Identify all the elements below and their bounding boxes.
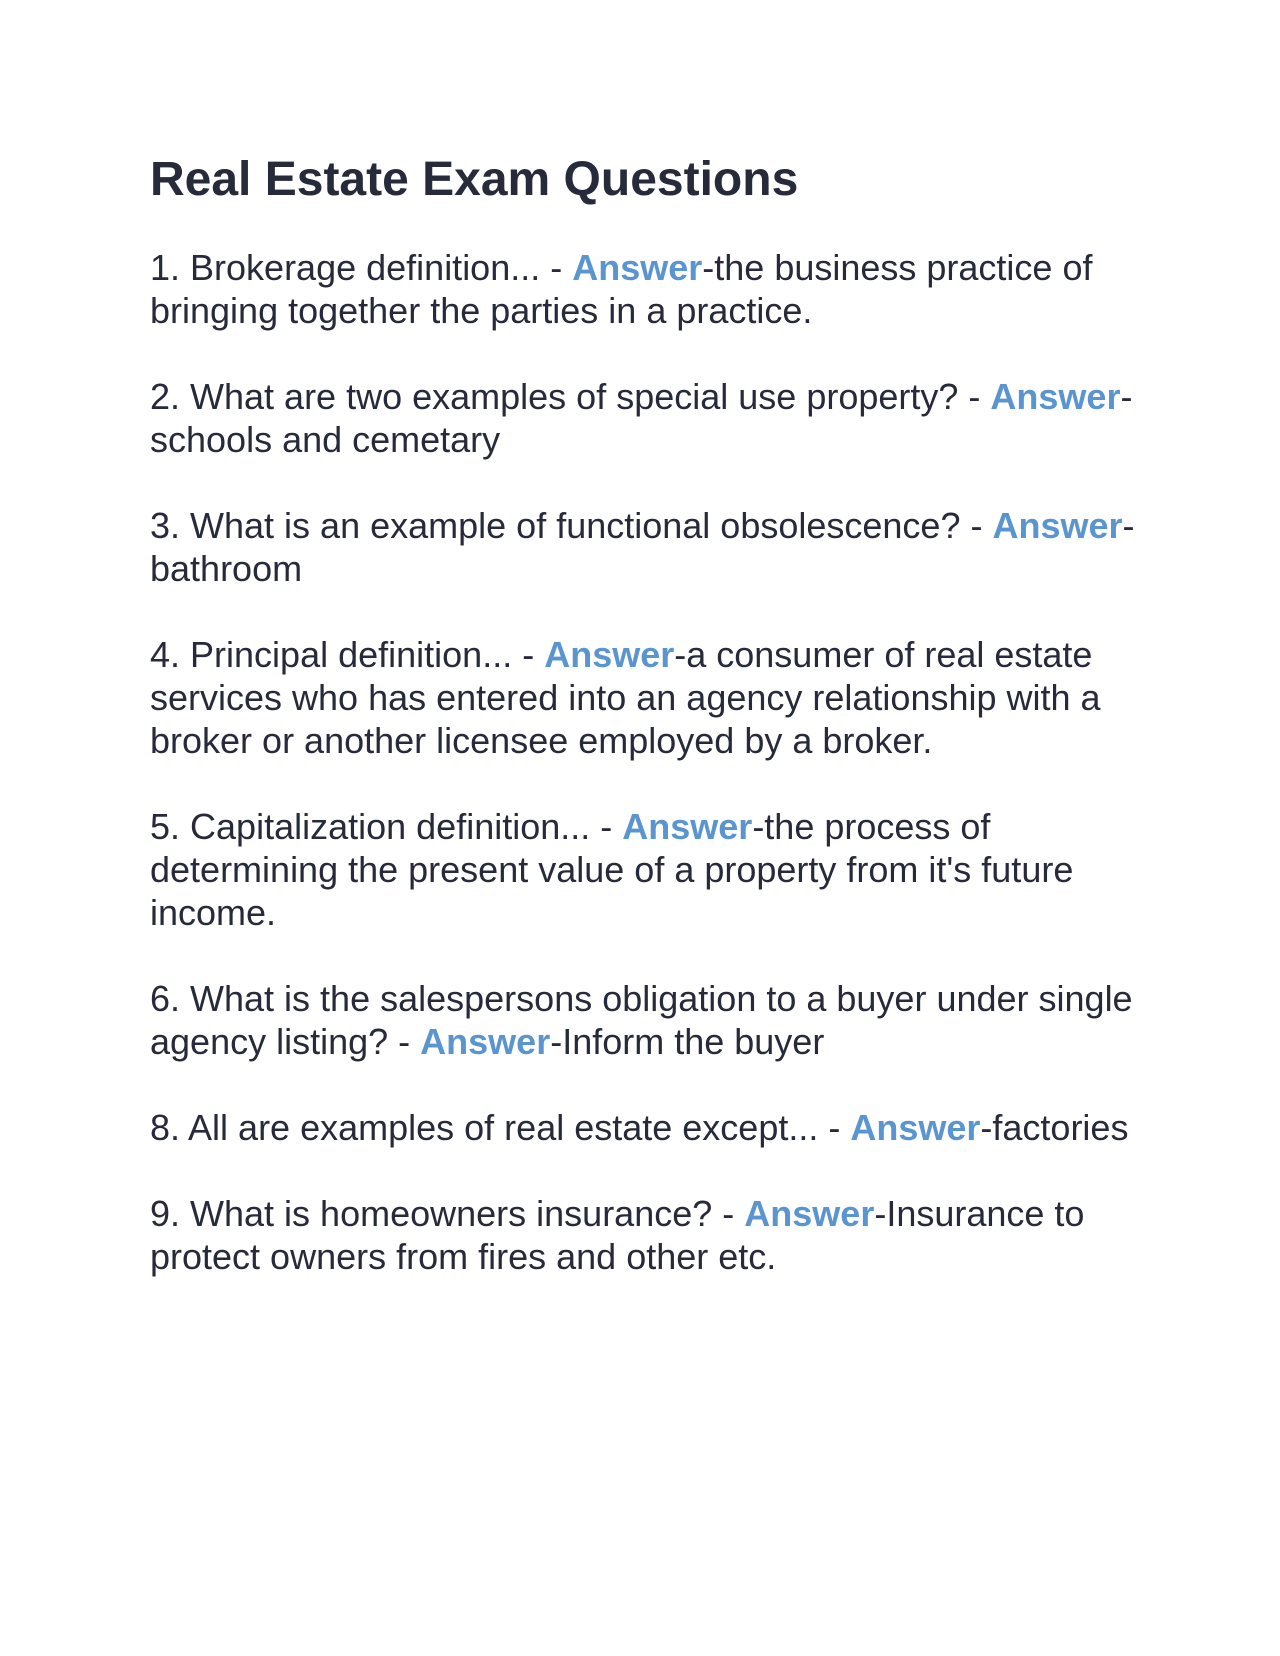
- qa-item: [150, 504, 1140, 590]
- separator: -: [712, 1193, 745, 1234]
- qa-list: [150, 246, 1140, 1321]
- qa-item: [150, 246, 1140, 332]
- answer-text: -bathroom: [150, 505, 1135, 589]
- question-text: 5. Capitalization definition...: [150, 806, 591, 847]
- qa-item: [150, 375, 1140, 461]
- question-text: 4. Principal definition...: [150, 634, 513, 675]
- separator: -: [960, 505, 993, 546]
- question-text: 1. Brokerage definition...: [150, 247, 541, 288]
- separator: -: [540, 247, 573, 288]
- answer-text: -a consumer of real estate services who has entered into an agency relationship with a broker or another licensee employed by a broker.: [150, 634, 1101, 761]
- separator: -: [818, 1107, 851, 1148]
- qa-item: [150, 1192, 1140, 1278]
- answer-label: Answer: [992, 505, 1123, 546]
- answer-label: Answer: [744, 1193, 875, 1234]
- qa-item: [150, 805, 1140, 934]
- question-text: 2. What are two examples of special use property?: [150, 376, 959, 417]
- answer-text: -schools and cemetary: [150, 376, 1133, 460]
- answer-label: Answer: [990, 376, 1121, 417]
- document-title: Real Estate Exam Questions: [150, 153, 799, 206]
- question-text: 9. What is homeowners insurance?: [150, 1193, 713, 1234]
- answer-text: -the process of determining the present value of a property from it's future income.: [150, 806, 1074, 933]
- question-text: 3. What is an example of functional obsolescence?: [150, 505, 961, 546]
- qa-item: [150, 977, 1140, 1063]
- separator: -: [590, 806, 623, 847]
- qa-item: [150, 633, 1140, 762]
- separator: -: [512, 634, 545, 675]
- answer-label: Answer: [572, 247, 703, 288]
- answer-text: -factories: [980, 1107, 1129, 1148]
- qa-item: [150, 1106, 1140, 1149]
- answer-text: -Inform the buyer: [550, 1021, 825, 1062]
- separator: -: [388, 1021, 421, 1062]
- question-text: 8. All are examples of real estate except...: [150, 1107, 819, 1148]
- question-text: 6. What is the salespersons obligation to a buyer under single agency listing?: [150, 978, 1133, 1062]
- answer-text: -the business practice of bringing together the parties in a practice.: [150, 247, 1093, 331]
- answer-label: Answer: [420, 1021, 551, 1062]
- answer-label: Answer: [544, 634, 675, 675]
- answer-label: Answer: [622, 806, 753, 847]
- separator: -: [958, 376, 991, 417]
- answer-text: -Insurance to protect owners from fires and other etc.: [150, 1193, 1085, 1277]
- answer-label: Answer: [850, 1107, 981, 1148]
